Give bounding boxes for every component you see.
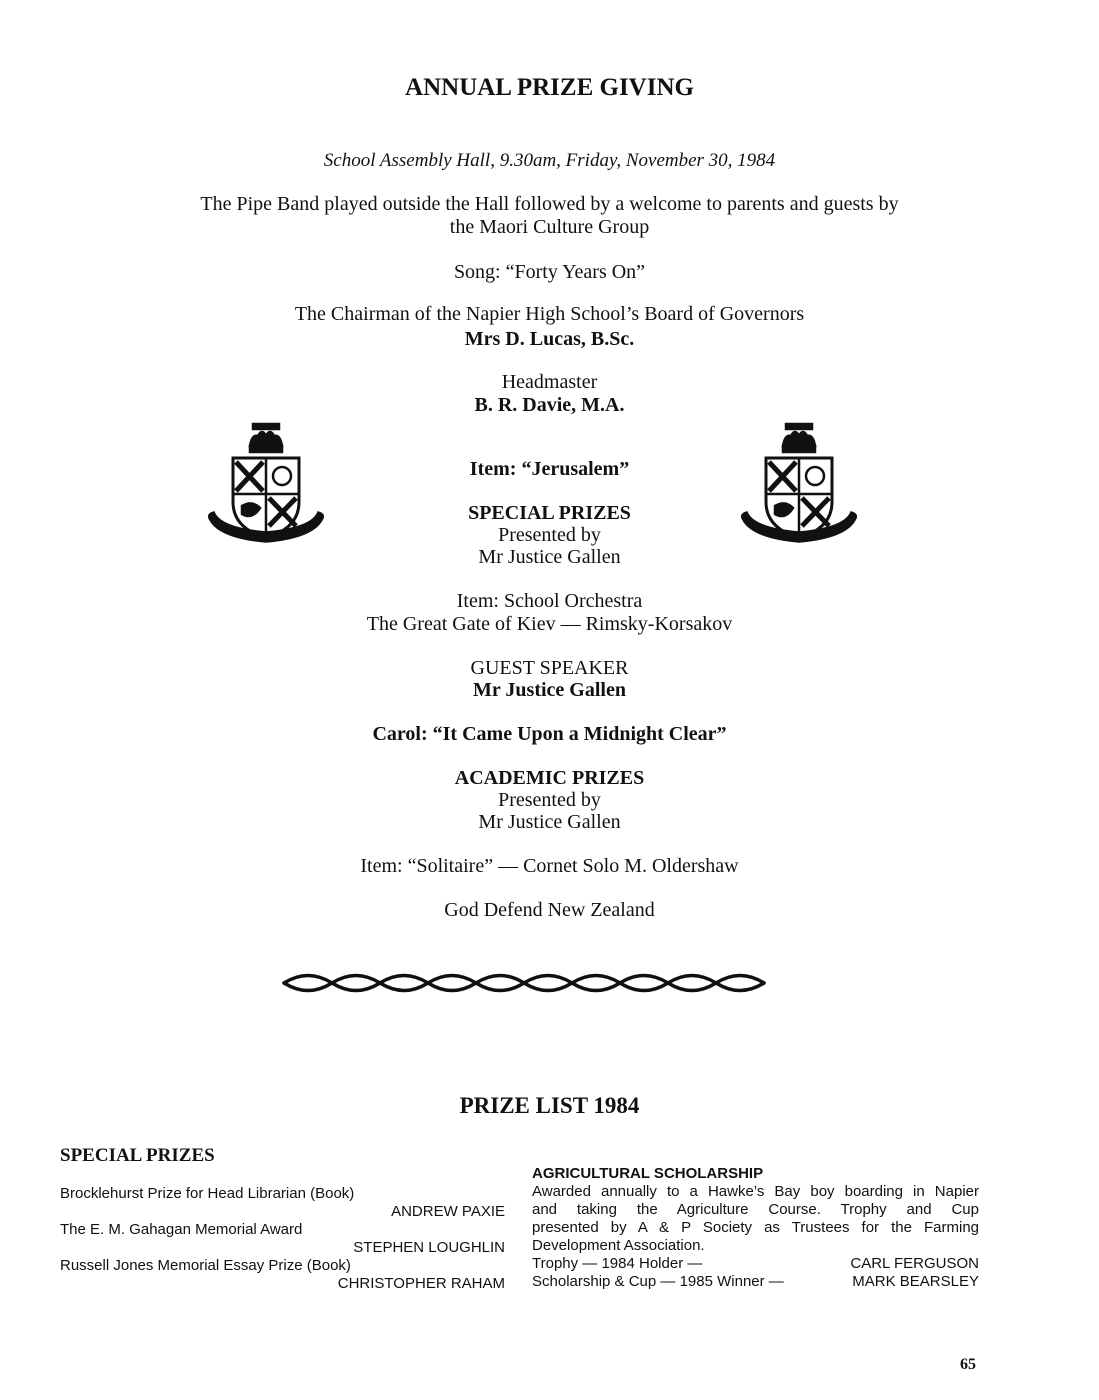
chairman-line: The Chairman of the Napier High School’s Board of Governors xyxy=(294,303,805,325)
prize-name: Brocklehurst Prize for Head Librarian (Book) xyxy=(60,1185,355,1202)
award-label: Trophy — 1984 Holder — xyxy=(532,1255,703,1272)
carol-line: Carol: “It Came Upon a Midnight Clear” xyxy=(372,723,727,745)
presented-by-2: Presented by xyxy=(498,789,601,811)
prize-name: The E. M. Gahagan Memorial Award xyxy=(60,1221,303,1238)
item-orchestra: Item: School Orchestra xyxy=(456,590,643,612)
item-solitaire: Item: “Solitaire” — Cornet Solo M. Oldershaw xyxy=(360,855,739,877)
school-crest-icon xyxy=(733,416,865,550)
guest-speaker-name: Mr Justice Gallen xyxy=(473,679,626,701)
agricultural-text-line: and taking the Agriculture Course. Trophy and Cup xyxy=(532,1201,979,1218)
intro-line-1: The Pipe Band played outside the Hall followed by a welcome to parents and guests by xyxy=(200,193,899,215)
special-prizes-list-heading: SPECIAL PRIZES xyxy=(60,1145,215,1166)
list-item xyxy=(60,1185,505,1221)
presenter-1: Mr Justice Gallen xyxy=(478,546,621,568)
agricultural-heading: AGRICULTURAL SCHOLARSHIP xyxy=(532,1165,764,1182)
special-prizes-heading: SPECIAL PRIZES xyxy=(468,502,631,524)
agricultural-text-line: Awarded annually to a Hawke’s Bay boy boarding in Napier xyxy=(532,1183,979,1200)
list-item xyxy=(532,1255,979,1273)
prize-winner: STEPHEN LOUGHLIN xyxy=(353,1239,505,1256)
list-item xyxy=(60,1221,505,1257)
orchestra-piece: The Great Gate of Kiev — Rimsky-Korsakov xyxy=(366,613,733,635)
intro-line-2: the Maori Culture Group xyxy=(449,216,650,238)
school-crest-icon xyxy=(200,416,332,550)
headmaster-label: Headmaster xyxy=(501,371,598,393)
agricultural-scholarship xyxy=(532,1165,979,1291)
special-prizes-list xyxy=(60,1185,505,1293)
page-title: ANNUAL PRIZE GIVING xyxy=(405,74,694,101)
guest-speaker-heading: GUEST SPEAKER xyxy=(470,657,629,679)
chairman-name: Mrs D. Lucas, B.Sc. xyxy=(464,328,635,350)
agricultural-text-line: presented by A & P Society as Trustees for the Farming xyxy=(532,1219,979,1236)
item-jerusalem: Item: “Jerusalem” xyxy=(469,458,630,480)
anthem-line: God Defend New Zealand xyxy=(444,899,655,921)
presenter-2: Mr Justice Gallen xyxy=(478,811,621,833)
presented-by-1: Presented by xyxy=(498,524,601,546)
prize-winner: CHRISTOPHER RAHAM xyxy=(337,1275,505,1292)
prize-list-title: PRIZE LIST 1984 xyxy=(459,1093,640,1118)
page-number: 65 xyxy=(960,1356,976,1373)
academic-prizes-heading: ACADEMIC PRIZES xyxy=(454,767,645,789)
award-winner: MARK BEARSLEY xyxy=(852,1273,979,1290)
prize-winner: ANDREW PAXIE xyxy=(391,1203,505,1220)
headmaster-name: B. R. Davie, M.A. xyxy=(474,394,625,416)
chain-ornament-icon xyxy=(280,966,772,1000)
list-item xyxy=(60,1257,505,1293)
agricultural-text-line: Development Association. xyxy=(532,1237,705,1254)
venue-line: School Assembly Hall, 9.30am, Friday, November 30, 1984 xyxy=(323,150,776,171)
list-item xyxy=(532,1273,979,1291)
award-label: Scholarship & Cup — 1985 Winner — xyxy=(532,1273,784,1290)
award-winner: CARL FERGUSON xyxy=(850,1255,979,1272)
song-line: Song: “Forty Years On” xyxy=(453,261,646,283)
prize-name: Russell Jones Memorial Essay Prize (Book) xyxy=(60,1257,351,1274)
